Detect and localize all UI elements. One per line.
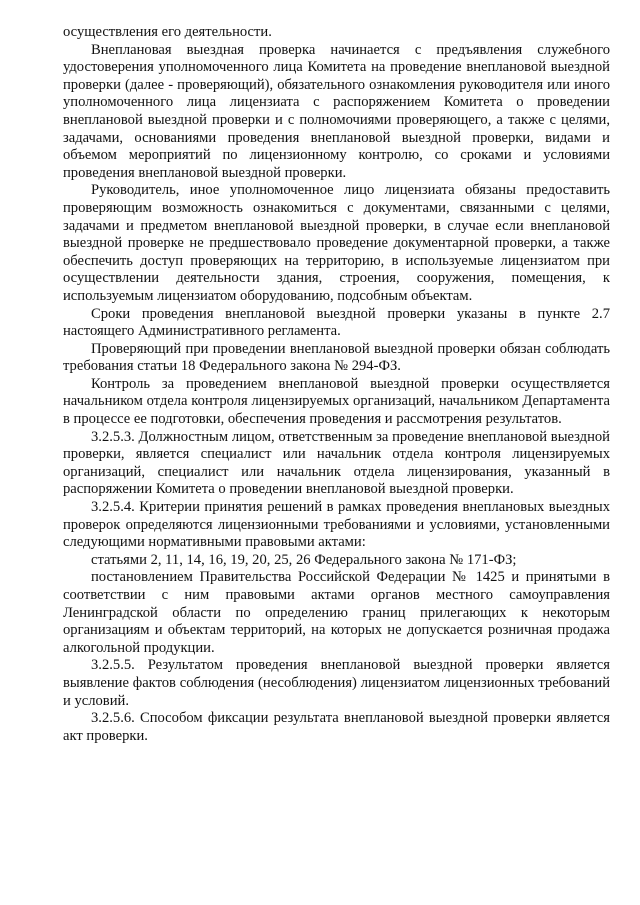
paragraph-inspector-requirements: Проверяющий при проведении внеплановой выездной проверки обязан соблюдать требования статьи 18 Федерального закона № 294-ФЗ. [63,340,610,375]
paragraph-inspection-start: Внеплановая выездная проверка начинается с предъявления служебного удостоверения уполномоченного лица Комитета на проведение внеплановой выездной проверки (далее - проверяющий), обязательного ознакомления руководителя или иного уполномоченного лица лицензиата с распоряжением Комитета о проведении внеплановой выездной проверки и с полномочиями проверяющего, а также с целями, задачами, основаниями проведения внеплановой выездной проверки, видами и объемом мероприятий по лицензионному контролю, со сроками и условиями проведения внеплановой выездной проверки. [63,41,610,181]
paragraph-3-2-5-5: 3.2.5.5. Результатом проведения внеплановой выездной проверки является выявление фактов соблюдения (несоблюдения) лицензиатом лицензионных требований и условий. [63,657,610,709]
paragraph-continuation: осуществления его деятельности. [63,24,272,40]
paragraph-inspection-terms: Сроки проведения внеплановой выездной проверки указаны в пункте 2.7 настоящего Административного регламента. [63,305,610,340]
paragraph-3-2-5-3: 3.2.5.3. Должностным лицом, ответственным за проведение внеплановой выездной проверки, является специалист или начальник отдела контроля лицензируемых организаций, специалист или начальник отдела лицензирования, указанный в распоряжении Комитета о проведении внеплановой выездной проверки. [63,428,610,498]
paragraph-law-articles: статьями 2, 11, 14, 16, 19, 20, 25, 26 Федерального закона № 171-ФЗ; [91,551,517,568]
paragraph-3-2-5-6: 3.2.5.6. Способом фиксации результата внеплановой выездной проверки является акт проверки. [63,710,610,744]
paragraph-government-resolution: постановлением Правительства Российской Федерации № 1425 и принятыми в соответствии с ним правовыми актами органов местного самоуправления Ленинградской области по определению границ прилегающих к некоторым организациям и объектам территорий, на которых не допускается розничная продажа алкогольной продукции. [63,569,610,656]
document-page [63,24,610,745]
paragraph-control: Контроль за проведением внеплановой выездной проверки осуществляется начальником отдела контроля лицензируемых организаций, начальником Департамента в процессе ее подготовки, обеспечения проведения и рассмотрения результатов. [63,375,610,428]
paragraph-3-2-5-4: 3.2.5.4. Критерии принятия решений в рамках проведения внеплановых выездных проверок определяются лицензионными требованиями и условиями, установленными следующими нормативными правовыми актами: [63,499,610,551]
paragraph-access-obligations: Руководитель, иное уполномоченное лицо лицензиата обязаны предоставить проверяющим возможность ознакомиться с документами, связанными с целями, задачами и предметом внеплановой выездной проверки, в случае если внеплановой выездной проверке не предшествовало проведение документарной проверки, а также обеспечить доступ проверяющих на территорию, в используемые лицензиатом при осуществлении деятельности здания, строения, сооружения, помещения, к используемым лицензиатом оборудованию, подсобным объектам. [63,182,610,304]
